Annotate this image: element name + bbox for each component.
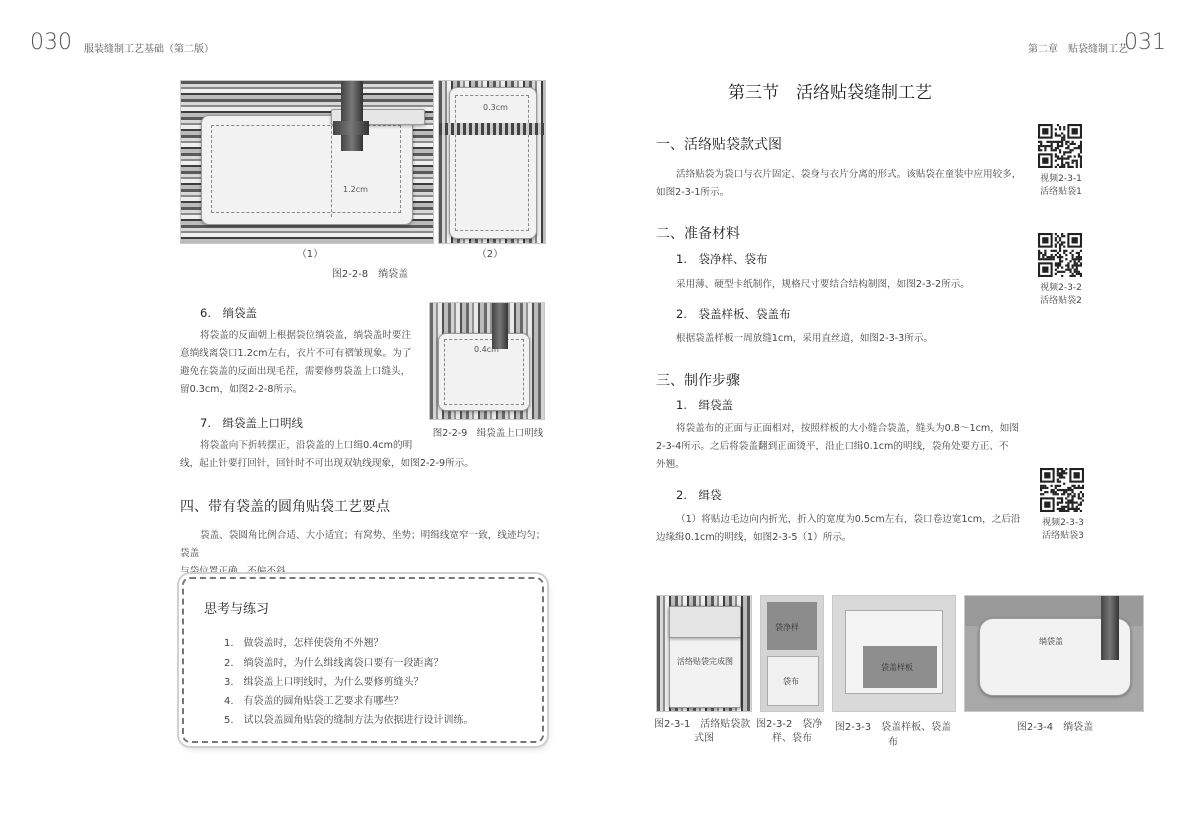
qr-label-line: 活络贴袋2	[1040, 296, 1082, 306]
text-line: 2-3-4所示。之后将袋盖翻到正面烫平，沿止口缉0.1cm的明线，袋角处要方正、不	[656, 441, 1009, 452]
fig-2-3-4-caption: 图2-3-4 绱袋盖	[1016, 722, 1094, 733]
photo-annotation: 0.3cm	[483, 103, 508, 112]
text-line: 将袋盖布的正面与正面相对，按照样板的大小缝合袋盖，缝头为0.8～1cm，如图	[676, 423, 1019, 434]
right-s3-sub2-body	[656, 511, 1026, 547]
qr-code-icon[interactable]	[1040, 468, 1084, 512]
qr-label-line: 活络贴袋1	[1040, 187, 1082, 197]
text-line: 意绱线离袋口1.2cm左右，衣片不可有褶皱现象。为了	[180, 348, 412, 359]
qr-label-line: 视频2-3-1	[1040, 174, 1082, 184]
text-line: 线，起止针要打回针，回针时不可出现双轨线现象，如图2-2-9所示。	[180, 458, 474, 469]
qr-label-line: 视频2-3-2	[1040, 283, 1082, 293]
qr-label-line: 视频2-3-3	[1042, 518, 1084, 528]
exercise-item: 1. 做袋盖时，怎样使袋角不外翘？	[224, 638, 384, 649]
fig-2-3-1-photo	[656, 595, 752, 712]
right-s2-sub2: 2. 袋盖样板、袋盖布	[676, 307, 791, 321]
right-s3-sub1: 1. 缉袋盖	[676, 398, 733, 412]
qr-code-icon[interactable]	[1038, 233, 1082, 277]
right-s3-sub2: 2. 缉袋	[676, 488, 722, 502]
fig-2-2-9-caption: 图2-2-9 缉袋盖上口明线	[432, 428, 544, 439]
fig-2-2-8-photo-2	[438, 80, 546, 244]
text-line: 留0.3cm，如图2-2-8所示。	[180, 384, 303, 395]
caption-line: 图2-3-1 活络贴袋款	[654, 719, 751, 730]
fig-2-2-9-photo	[429, 302, 545, 420]
section-4-body	[180, 527, 550, 581]
text-line: 外翘。	[656, 459, 685, 470]
caption-line: 图2-3-2 袋净	[756, 719, 823, 730]
text-line: 避免在袋盖的反面出现毛茬，需要修剪袋盖上口缝头，	[180, 366, 411, 377]
exercise-item: 2. 绱袋盖时，为什么缉线离袋口要有一段距离？	[224, 658, 444, 669]
photo-annotation: 0.4cm	[474, 345, 499, 354]
left-running-head: 服装缝制工艺基础（第二版）	[84, 44, 214, 55]
fig-2-2-8-caption: 图2-2-8 绱袋盖	[331, 269, 409, 280]
fig-2-3-3-caption: 图2-3-3 袋盖样板、袋盖布	[834, 722, 952, 748]
qr-label-2	[1026, 282, 1096, 308]
section-4-heading: 四、带有袋盖的圆角贴袋工艺要点	[180, 499, 390, 515]
photo-annotation: 1.2cm	[343, 185, 368, 194]
section-title: 第三节 活络贴袋缝制工艺	[728, 83, 932, 103]
right-running-head: 第二章 贴袋缝制工艺	[1028, 44, 1128, 55]
section-6-heading: 6. 绱袋盖	[200, 306, 257, 320]
exercise-item: 5. 试以袋盖圆角贴袋的缝制方法为依据进行设计训练。	[224, 715, 474, 726]
fig-2-3-4-photo	[964, 595, 1144, 712]
right-s1-heading: 一、活络贴袋款式图	[656, 137, 782, 153]
qr-code-icon[interactable]	[1038, 124, 1082, 168]
fig-2-3-2-caption	[756, 718, 830, 746]
photo-label: 袋盖样板	[881, 663, 913, 672]
text-line: 活络贴袋为袋口与衣片固定、袋身与衣片分离的形式。该贴袋在童装中应用较多，	[676, 169, 1022, 180]
text-line: 将袋盖的反面朝上根据袋位绱袋盖，绱袋盖时要注	[200, 330, 412, 341]
photo-label: 袋布	[783, 677, 799, 686]
text-line: 袋盖、袋圆角比例合适、大小适宜；有窝势、坐势；明缉线宽窄一致，线迹均匀；袋盖	[180, 530, 546, 559]
qr-label-line: 活络贴袋3	[1042, 531, 1084, 541]
exercise-item: 3. 缉袋盖上口明线时，为什么要修剪缝头？	[224, 677, 424, 688]
right-s3-sub1-body	[656, 420, 1026, 474]
left-page-number: 030	[30, 30, 72, 55]
exercises-title: 思考与练习	[204, 602, 270, 617]
photo-label: 袋净样	[775, 623, 799, 632]
right-s1-body	[656, 166, 1026, 202]
right-s3-heading: 三、制作步骤	[656, 373, 740, 389]
right-s2-heading: 二、准备材料	[656, 226, 740, 242]
caption-line: 样、袋布	[772, 733, 812, 744]
right-s2-sub1-text: 采用薄、硬型卡纸制作，规格尺寸要结合结构制图，如图2-3-2所示。	[676, 279, 970, 290]
fig-2-3-1-caption	[654, 718, 754, 746]
photo-label: 活络贴袋完成图	[677, 657, 733, 666]
right-s2-sub1: 1. 袋净样、袋布	[676, 252, 768, 266]
qr-label-1	[1026, 173, 1096, 199]
exercise-item: 4. 有袋盖的圆角贴袋工艺要求有哪些？	[224, 696, 404, 707]
text-line: 将袋盖向下折转摆正，沿袋盖的上口缉0.4cm的明	[200, 440, 413, 451]
caption-line: 式图	[694, 733, 714, 744]
qr-label-3	[1028, 517, 1098, 543]
photo-label: 绱袋盖	[1039, 637, 1063, 646]
text-line: 边缘缉0.1cm的明线，如图2-3-5（1）所示。	[656, 532, 852, 543]
right-page-number: 031	[1124, 30, 1166, 55]
fig-2-2-8-sub1-label: （1）	[296, 249, 324, 260]
text-line: （1）将贴边毛边向内折光，折入的宽度为0.5cm左右，袋口卷边宽1cm，之后沿	[676, 514, 1021, 525]
section-7-heading: 7. 缉袋盖上口明线	[200, 416, 303, 430]
right-s2-sub2-text: 根据袋盖样板一周放缝1cm，采用直丝道，如图2-3-3所示。	[676, 333, 934, 344]
text-line: 与袋位置正确，不偏不斜。	[180, 566, 296, 577]
section-6-body	[180, 327, 420, 399]
section-7-body	[180, 437, 550, 473]
fig-2-3-3-photo	[832, 595, 956, 712]
fig-2-3-2-photo	[760, 595, 824, 712]
fig-2-2-8-sub2-label: （2）	[476, 249, 504, 260]
fig-2-2-8-photo-1	[180, 80, 434, 244]
text-line: 如图2-3-1所示。	[656, 187, 730, 198]
